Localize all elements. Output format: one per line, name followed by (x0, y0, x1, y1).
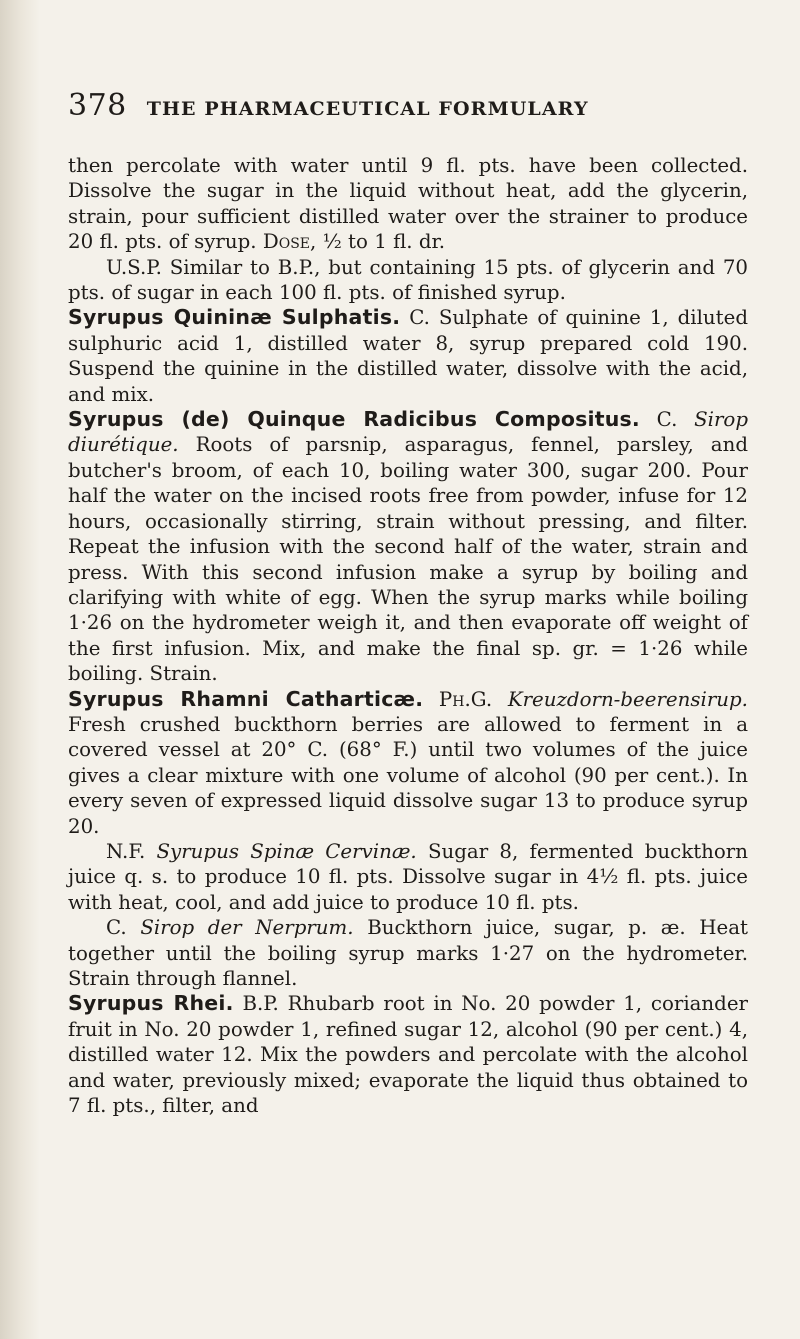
c-name: Sirop der Nerprum. (140, 916, 354, 940)
entry-text: C. Sulphate of quinine 1, diluted sulphuric acid 1, distilled water 8, syrup prepared cold 190. Suspend the quinine in the distilled water, dissolve with the acid, and mix. (68, 306, 748, 406)
running-title: THE PHARMACEUTICAL FORMULARY (146, 98, 589, 120)
entry-text: B.P. Rhubarb root in No. 20 powder 1, coriander fruit in No. 20 powder 1, refined sugar 12, alcohol (90 per cent.) 4, distilled water 12. Mix the powders and percolate with the alcohol and water, previously mixed; evaporate the liquid thus obtained to 7 fl. pts., filter, and (68, 992, 749, 1118)
entry-text: Roots of parsnip, asparagus, fennel, parsley, and butcher's broom, of each 10, boiling water 300, sugar 200. Pour half the water on the incised roots free from powder, infuse for 12 hours, occasionally stirring, strain without pressing, and filter. Repeat the infusion with the second half of the water, strain and press. With this second infusion make a syrup by boiling and clarifying with white of egg. When the syrup marks while boiling 1·26 on the hydrometer weigh it, and then evaporate off weight of the first infusion. Mix, and make the final sp. gr. = 1·26 while boiling. Strain. (68, 433, 748, 686)
page-number: 378 (68, 88, 127, 123)
entry-heading: Syrupus Rhei. (68, 991, 234, 1016)
entry-text: Fresh crushed buckthorn berries are allowed to ferment in a covered vessel at 20° C. (68° F.) until two volumes of the juice gives a clear mixture with one volume of alcohol (90 per cent.). In every seven of expressed liquid dissolve sugar 13 to produce syrup 20. (68, 712, 748, 838)
nf-source: N.F. (106, 839, 146, 863)
continuation-paragraph (68, 153, 748, 255)
usp-paragraph: U.S.P. Similar to B.P., but containing 15 pts. of glycerin and 70 pts. of sugar in each 100 fl. pts. of finished syrup. (68, 255, 748, 305)
dose-text: ½ to 1 fl. dr. (322, 230, 446, 254)
nf-paragraph (68, 839, 748, 915)
entry-heading: Syrupus (de) Quinque Radicibus Compositus. (68, 407, 640, 432)
c-source: C. (106, 916, 127, 940)
entry-heading: Syrupus Rhamni Catharticæ. (68, 686, 424, 711)
page-header (68, 88, 748, 123)
entry-syrupus-quininae (68, 305, 748, 407)
page-body (68, 153, 748, 1118)
entry-heading: Syrupus Quininæ Sulphatis. (68, 305, 401, 330)
entry-french-name: Sirop diurétique. (68, 408, 748, 457)
entry-german-name: Kreuzdorn-beerensirup. (507, 687, 748, 711)
page-binding-shadow (0, 0, 40, 1339)
c-paragraph (68, 915, 748, 991)
entry-source: C. (656, 408, 678, 432)
entry-source: Ph.G. (438, 687, 493, 711)
entry-syrupus-quinque-radicibus (68, 407, 748, 686)
nf-name: Syrupus Spinæ Cervinæ. (156, 839, 417, 863)
book-page (68, 88, 748, 1118)
c-text: Buckthorn juice, sugar, p. æ. Heat together until the boiling syrup marks 1·27 on the hydrometer. Strain through flannel. (68, 916, 748, 990)
dose-label: Dose, (262, 230, 317, 254)
entry-syrupus-rhamni (68, 687, 748, 839)
continuation-text: then percolate with water until 9 fl. pts. have been collected. Dissolve the sugar in the liquid without heat, add the glycerin, strain, pour sufficient distilled water over the strainer to produce 20 fl. pts. of syrup. (68, 154, 748, 254)
nf-text: Sugar 8, fermented buckthorn juice q. s. to produce 10 fl. pts. Dissolve sugar in 4½ fl. pts. juice with heat, cool, and add juice to produce 10 fl. pts. (68, 839, 748, 914)
entry-syrupus-rhei (68, 991, 748, 1118)
